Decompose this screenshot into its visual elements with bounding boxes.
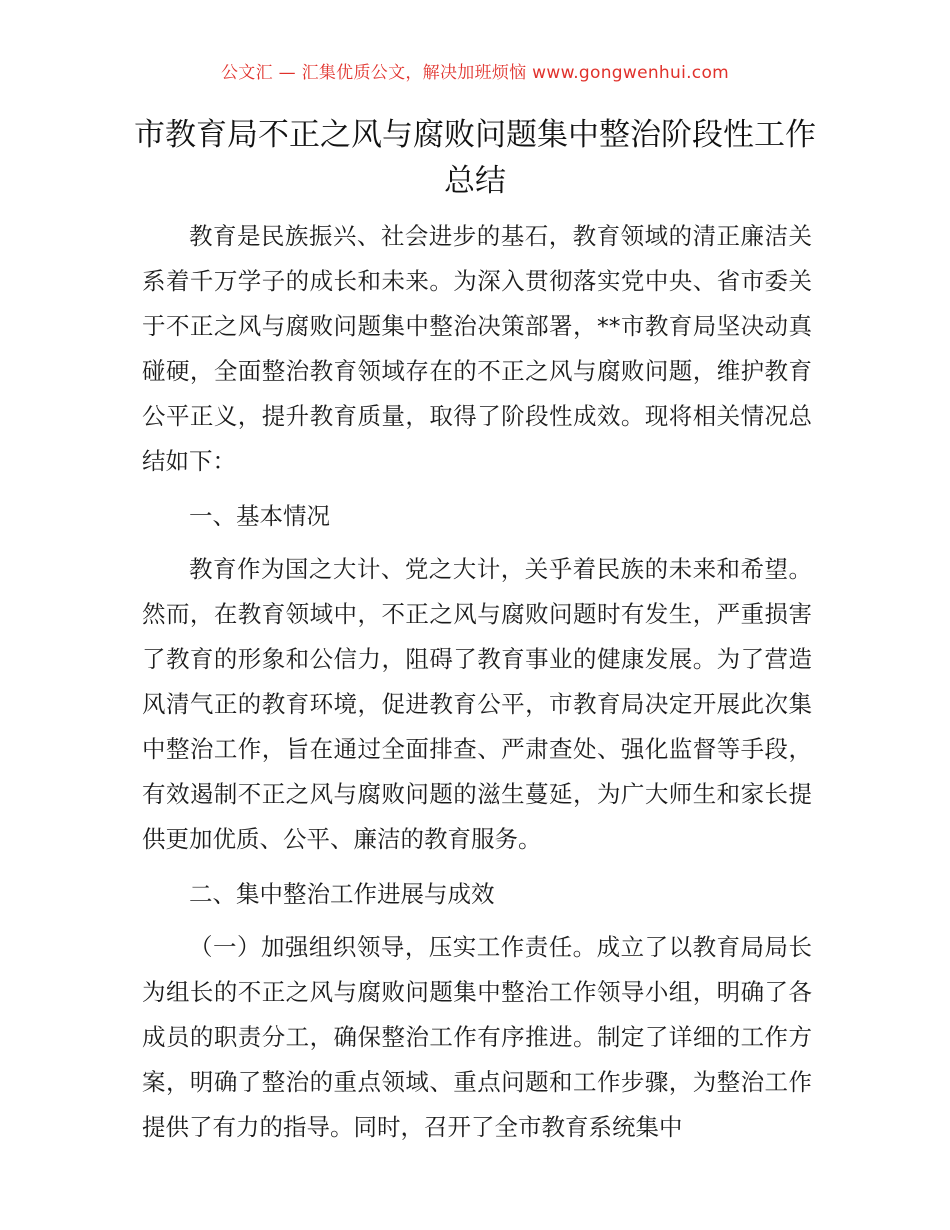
document-title: 市教育局不正之风与腐败问题集中整治阶段性工作总结 xyxy=(134,117,816,199)
section-1-paragraph: 教育作为国之大计、党之大计，关乎着民族的未来和希望。然而，在教育领域中，不正之风与腐败问题时有发生，严重损害了教育的形象和公信力，阻碍了教育事业的健康发展。为了营造风清气正的教育环境，促进教育公平，市教育局决定开展此次集中整治工作，旨在通过全面排查、严肃查处、强化监督等手段，有效遏制不正之风与腐败问题的滋生蔓延，为广大师生和家长提供更加优质、公平、廉洁的教育服务。 xyxy=(142,555,812,853)
section-2-heading: 二、集中整治工作进展与成效 xyxy=(189,880,495,908)
document-body xyxy=(142,214,812,1160)
header-banner[interactable]: 公文汇 — 汇集优质公文，解决加班烦恼 www.gongwenhui.com xyxy=(220,63,730,83)
section-1-heading: 一、基本情况 xyxy=(189,502,330,530)
section-2-subsection-1-paragraph: （一）加强组织领导，压实工作责任。成立了以教育局局长为组长的不正之风与腐败问题集中整治工作领导小组，明确了各成员的职责分工，确保整治工作有序推进。制定了详细的工作方案，明确了整治的重点领域、重点问题和工作步骤，为整治工作提供了有力的指导。同时，召开了全市教育系统集中 xyxy=(142,933,812,1141)
intro-paragraph: 教育是民族振兴、社会进步的基石，教育领域的清正廉洁关系着千万学子的成长和未来。为深入贯彻落实党中央、省市委关于不正之风与腐败问题集中整治决策部署，**市教育局坚决动真碰硬，全面整治教育领域存在的不正之风与腐败问题，维护教育公平正义，提升教育质量，取得了阶段性成效。现将相关情况总结如下： xyxy=(142,222,812,475)
